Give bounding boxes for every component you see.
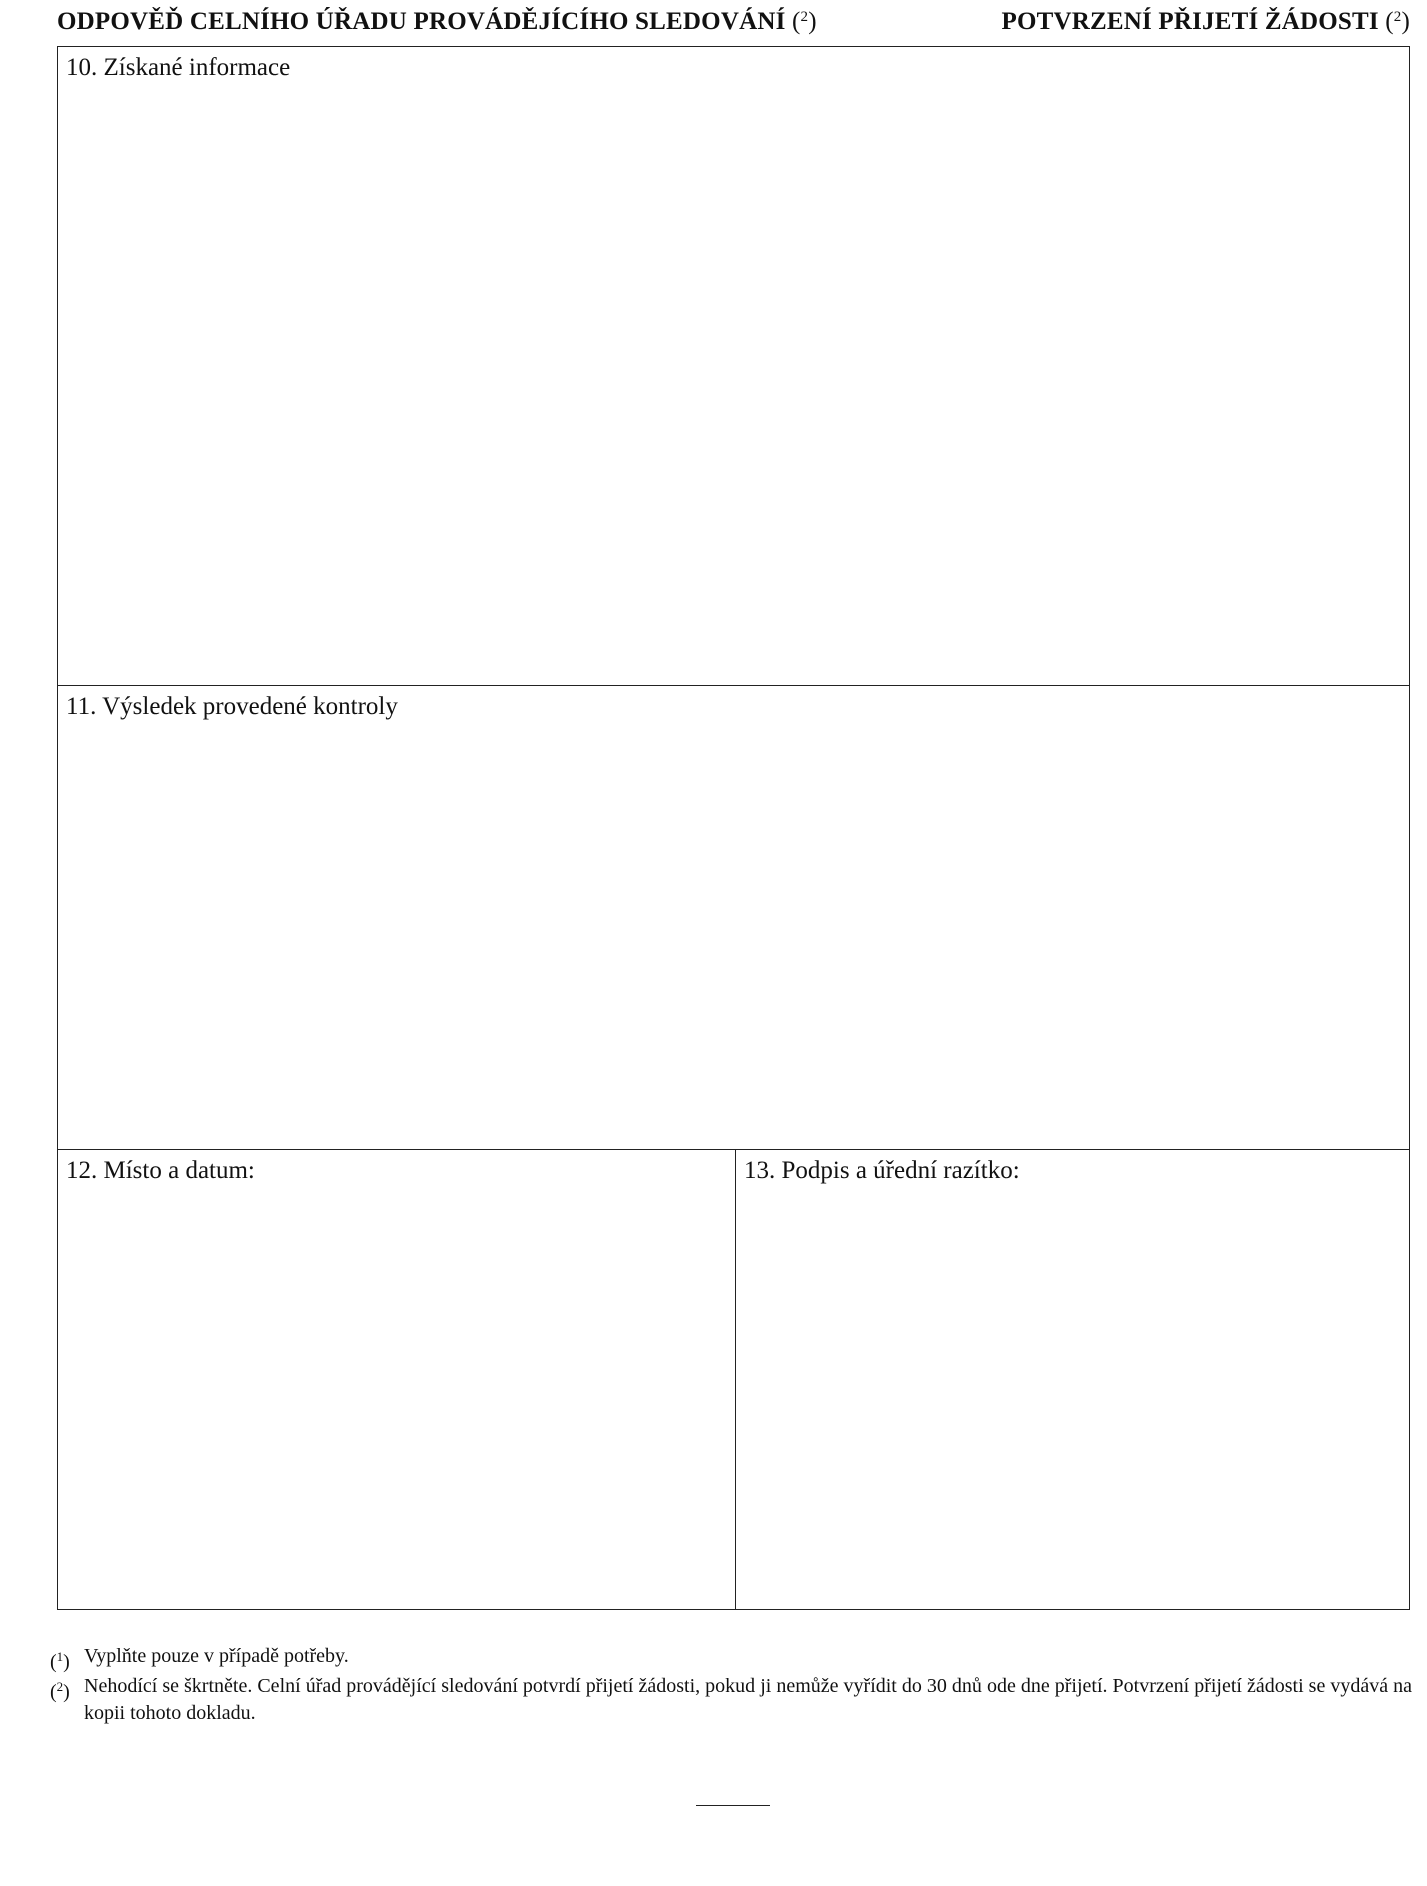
footnote-2-text: Nehodící se škrtněte. Celní úřad provádějící sledování potvrdí přijetí žádosti, pokud ji nemůže vyřídit do 30 dnů ode dne přijetí. Potvrzení přijetí žádosti se vydává na kopii tohoto dokladu.	[84, 1675, 1412, 1724]
form-table	[57, 46, 1410, 1610]
footnotes	[50, 1643, 1412, 1730]
box-13-label: 13. Podpis a úřední razítko:	[744, 1157, 1020, 1184]
box-10-field[interactable]	[66, 91, 1401, 677]
footnote-2	[50, 1673, 1412, 1727]
acknowledgement-heading	[1001, 8, 1410, 36]
acknowledgement-heading-note-ref: ($^2$)	[1385, 8, 1410, 35]
response-heading	[57, 8, 817, 36]
acknowledgement-heading-text: POTVRZENÍ PŘIJETÍ ŽÁDOSTI	[1001, 8, 1379, 35]
response-heading-text: ODPOVĚĎ CELNÍHO ÚŘADU PROVÁDĚJÍCÍHO SLEDOVÁNÍ	[57, 8, 786, 35]
box-11-field[interactable]	[66, 730, 1401, 1141]
footnote-1-text: Vyplňte pouze v případě potřeby.	[84, 1645, 349, 1667]
footnote-1	[50, 1643, 1412, 1673]
box-11-label: 11. Výsledek provedené kontroly	[66, 693, 398, 720]
box-12-field[interactable]	[66, 1194, 727, 1601]
box-11-inspection-result[interactable]	[58, 686, 1409, 1150]
box-13-field[interactable]	[744, 1194, 1401, 1601]
box-10-label: 10. Získané informace	[66, 54, 291, 81]
end-of-page-rule	[696, 1805, 770, 1806]
form-header	[57, 8, 1410, 46]
box-10-obtained-information[interactable]	[58, 47, 1409, 686]
box-12-label: 12. Místo a datum:	[66, 1157, 255, 1184]
response-heading-note-ref: ($^2$)	[791, 8, 817, 35]
footnote-2-mark: ($^2$)	[50, 1679, 70, 1703]
footnote-1-mark: ($^1$)	[50, 1649, 70, 1673]
box-12-place-and-date[interactable]	[58, 1150, 736, 1609]
box-13-signature-and-stamp[interactable]	[736, 1150, 1409, 1609]
